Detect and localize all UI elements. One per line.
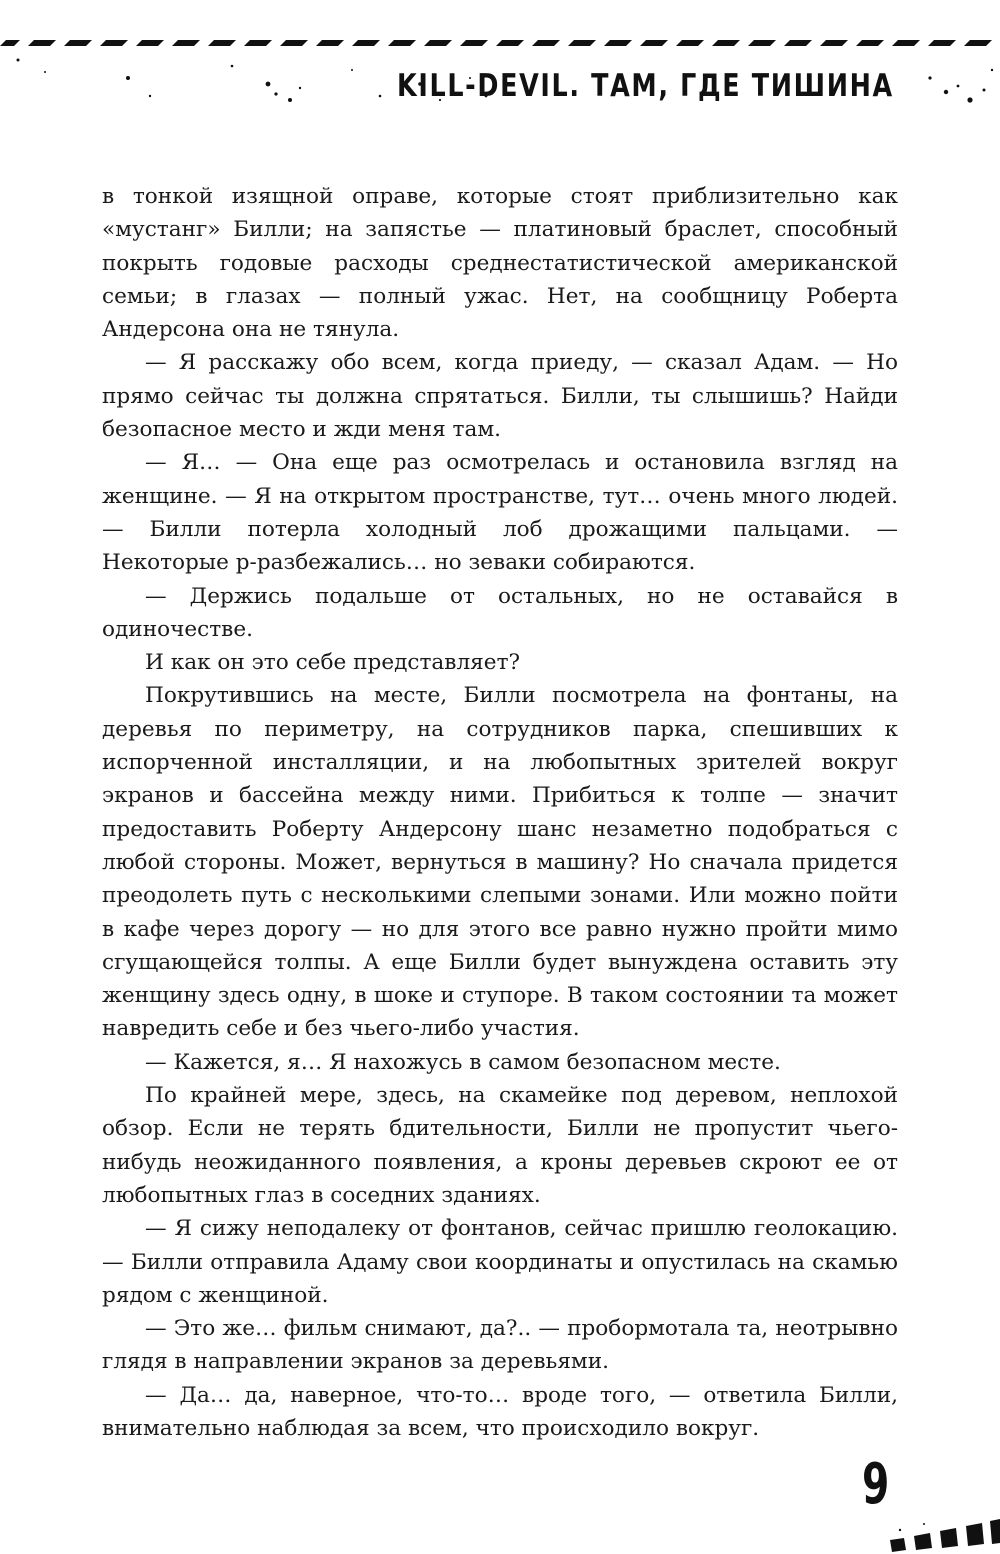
paragraph: — Я расскажу обо всем, когда приеду, — сказал Адам. — Но прямо сейчас ты должна спрятаться. Билли, ты слышишь? Найди безопасное место и жди меня там. <box>102 350 898 443</box>
footer-hazard-stripe-icon <box>880 1440 1000 1554</box>
paragraph: — Я сижу неподалеку от фонтанов, сейчас пришлю геолокацию. — Билли отправила Адаму свои координаты и опустилась на скамью рядом с женщиной. <box>102 1216 898 1308</box>
running-header-title: KILL-DEVIL. ТАМ, ГДЕ ТИШИНА <box>397 68 894 104</box>
paragraph: — Держись подальше от остальных, но не оставайся в одиночестве. <box>102 583 898 642</box>
paragraph: — Я… — Она еще раз осмотрелась и остановила взгляд на женщине. — Я на открытом пространстве, тут… очень много людей. — Билли потерла холодный лоб дрожащими пальцами. — Некоторые р-разбежались… но зеваки собираются. <box>102 450 898 576</box>
paragraph: Покрутившись на месте, Билли посмотрела на фонтаны, на деревья по периметру, на сотрудников парка, спешивших к испорченной инсталляции, и на любопытных зрителей вокруг экранов и бассейна между ними. Прибиться к толпе — значит предоставить Роберту Андерсону шанс незаметно подобраться с любой стороны. Может, вернуться в машину? Но сначала придется преодолеть путь с несколькими слепыми зонами. Или можно пойти в кафе через дорогу — но для этого все равно нужно пройти мимо сгущающейся толпы. А еще Билли будет вынуждена оставить эту женщину здесь одну, в шоке и ступоре. В таком состоянии та может навредить себе и без чьего-либо участия. <box>102 683 898 1042</box>
page-number: 9 <box>862 1452 890 1517</box>
paragraph: — Да… да, наверное, что-то… вроде того, — ответила Билли, внимательно наблюдая за всем, что происходило вокруг. <box>102 1382 898 1441</box>
paragraph: в тонкой изящной оправе, которые стоят приблизительно как «мустанг» Билли; на запястье — платиновый браслет, способный покрыть годовые расходы среднестатистической американской семьи; в глазах — полный ужас. Нет, на сообщницу Роберта Андерсона она не тянула. <box>102 184 898 343</box>
page-body-text <box>102 180 898 1445</box>
paragraph: — Это же… фильм снимают, да?.. — пробормотала та, неотрывно глядя в направлении экранов за деревьями. <box>102 1316 898 1375</box>
paragraph: И как он это себе представляет? <box>145 650 521 676</box>
paragraph: По крайней мере, здесь, на скамейке под деревом, неплохой обзор. Если не терять бдительности, Билли не пропустит чьего-нибудь неожиданного появления, а кроны деревьев скроют ее от любопытных глаз в соседних зданиях. <box>102 1083 898 1208</box>
paragraph: — Кажется, я… Я нахожусь в самом безопасном месте. <box>145 1049 781 1075</box>
